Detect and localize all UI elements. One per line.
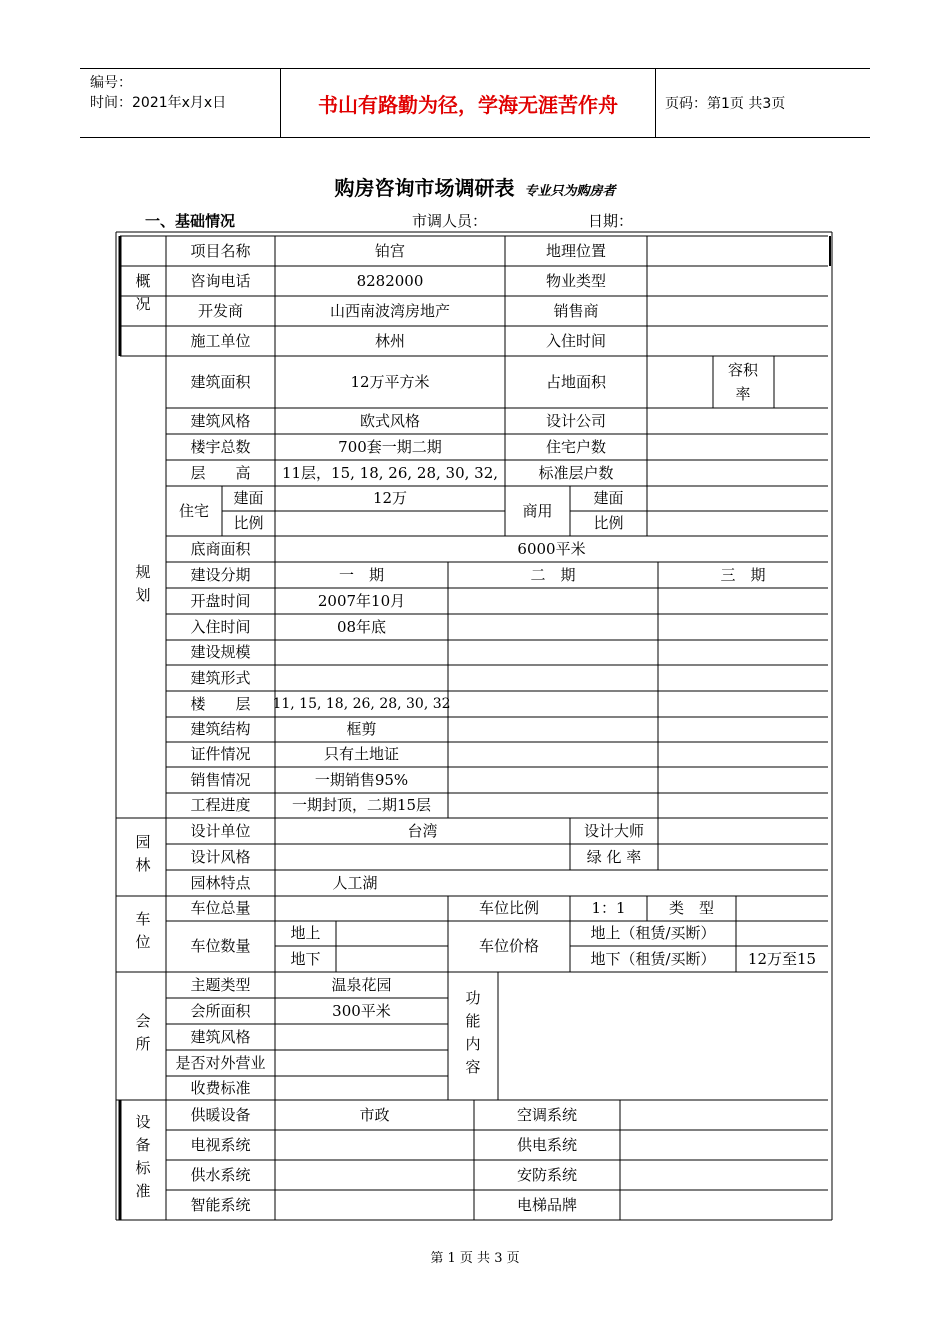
label-sales: 销售情况 xyxy=(190,770,251,789)
value-open: 2007年10月 xyxy=(317,591,406,610)
group-equipment: 设备标准 xyxy=(133,1114,152,1206)
label-move-in: 入住时间 xyxy=(545,331,606,350)
value-parking-ratio: 1：1 xyxy=(591,899,626,917)
value-phase2: 二 期 xyxy=(530,565,576,584)
label-permit: 证件情况 xyxy=(190,745,251,763)
header-motto: 书山有路勤为径，学海无涯苦作舟 xyxy=(280,69,656,137)
label-phone: 咨询电话 xyxy=(190,271,251,290)
label-floors: 层 高 xyxy=(190,463,251,482)
value-total: 700套一期二期 xyxy=(338,437,442,456)
label-green: 绿 化 率 xyxy=(586,847,642,866)
page-footer: 第 1 页 共 3 页 xyxy=(430,1251,520,1266)
label-project-name: 项目名称 xyxy=(190,241,251,260)
label-heating: 供暖设备 xyxy=(190,1105,251,1124)
value-storeys: 11, 15, 18, 26, 28, 30, 32 xyxy=(272,695,451,712)
label-location: 地理位置 xyxy=(545,241,606,260)
label-builder: 施工单位 xyxy=(190,331,251,350)
label-res-area: 建面 xyxy=(233,489,264,507)
label-form: 建筑形式 xyxy=(190,668,251,687)
value-build-area: 12万平方米 xyxy=(350,372,430,391)
value-floors: 11层，15, 18, 26, 28, 30, 32, xyxy=(281,463,499,482)
label-club-open: 是否对外营业 xyxy=(175,1053,266,1072)
label-commercial: 商用 xyxy=(522,501,553,520)
label-households: 住宅户数 xyxy=(545,437,606,456)
label-club-style: 建筑风格 xyxy=(190,1027,251,1046)
title-sub: 专业只为购房者 xyxy=(524,184,616,199)
label-phases: 建设分期 xyxy=(190,565,251,584)
label-elevator: 电梯品牌 xyxy=(516,1195,577,1214)
group-planning: 规划 xyxy=(133,564,152,610)
doc-time-label: 时间：2021年x月x日 xyxy=(90,95,227,111)
label-club-function: 功能内容 xyxy=(463,990,482,1082)
value-phone: 8282000 xyxy=(356,271,424,290)
value-club-theme: 温泉花园 xyxy=(331,975,392,994)
label-progress: 工程进度 xyxy=(190,796,251,814)
label-garden-style: 设计风格 xyxy=(190,847,251,866)
label-res-ratio: 比例 xyxy=(233,514,264,532)
value-phase1: 一 期 xyxy=(338,565,384,584)
value-base-commercial: 6000平米 xyxy=(517,539,586,558)
value-progress: 一期封顶，二期15层 xyxy=(291,796,432,814)
label-club-theme: 主题类型 xyxy=(190,975,251,994)
label-total: 楼宇总数 xyxy=(190,437,251,456)
label-parking-above: 地上 xyxy=(290,924,321,942)
label-com-area: 建面 xyxy=(593,489,624,507)
label-land-area: 占地面积 xyxy=(545,372,606,391)
label-water: 供水系统 xyxy=(190,1165,251,1184)
label-structure: 建筑结构 xyxy=(190,720,251,738)
label-ac: 空调系统 xyxy=(516,1105,577,1124)
value-garden-feature: 人工湖 xyxy=(332,873,378,892)
label-garden-feature: 园林特点 xyxy=(190,873,251,892)
label-club-area: 会所面积 xyxy=(190,1001,251,1020)
group-garden: 园林 xyxy=(133,834,152,880)
label-above-price: 地上（租赁/买断） xyxy=(590,924,716,942)
label-residential: 住宅 xyxy=(178,501,209,520)
date-label: 日期： xyxy=(588,212,634,230)
label-build-area: 建筑面积 xyxy=(190,372,251,391)
label-below-price: 地下（租赁/买断） xyxy=(590,949,716,968)
value-res-area: 12万 xyxy=(372,489,408,507)
label-parking-ratio: 车位比例 xyxy=(478,899,539,917)
label-style: 建筑风格 xyxy=(190,411,251,430)
label-std-floor: 标准层户数 xyxy=(538,463,614,482)
header-page-label: 页码：第1页 共3页 xyxy=(665,96,786,112)
label-parking-count: 车位数量 xyxy=(190,937,251,955)
value-checkin: 08年底 xyxy=(336,617,387,636)
value-heating: 市政 xyxy=(359,1105,390,1124)
group-club: 会所 xyxy=(133,1013,152,1059)
label-open: 开盘时间 xyxy=(190,591,251,610)
title-main: 购房咨询市场调研表 xyxy=(334,176,515,200)
value-project-name: 铂宫 xyxy=(374,241,405,260)
group-overview: 概况 xyxy=(133,273,152,319)
value-design-unit: 台湾 xyxy=(407,821,438,840)
doc-number-label: 编号： xyxy=(90,75,132,91)
label-checkin: 入住时间 xyxy=(190,617,251,636)
label-storeys: 楼 层 xyxy=(190,694,251,713)
value-sales: 一期销售95% xyxy=(314,770,409,789)
value-phase3: 三 期 xyxy=(720,565,766,584)
label-security: 安防系统 xyxy=(516,1165,577,1184)
label-parking-total: 车位总量 xyxy=(190,899,251,917)
value-below-price: 12万至15 xyxy=(747,949,817,968)
label-power: 供电系统 xyxy=(516,1135,577,1154)
label-com-ratio: 比例 xyxy=(593,514,624,532)
label-base-commercial: 底商面积 xyxy=(190,539,251,558)
value-builder: 林州 xyxy=(374,331,405,350)
label-seller: 销售商 xyxy=(553,301,599,320)
group-parking: 车位 xyxy=(133,911,152,957)
label-tv: 电视系统 xyxy=(190,1135,251,1154)
label-property-type: 物业类型 xyxy=(545,271,606,290)
label-parking-below: 地下 xyxy=(290,949,321,968)
label-scale: 建设规模 xyxy=(190,643,251,661)
label-club-fee: 收费标准 xyxy=(190,1078,251,1097)
surveyor-label: 市调人员： xyxy=(412,212,488,230)
value-permit: 只有土地证 xyxy=(323,745,399,763)
label-smart: 智能系统 xyxy=(190,1195,251,1214)
section-heading: 一、基础情况 xyxy=(145,212,236,230)
value-structure: 框剪 xyxy=(346,720,377,738)
label-master: 设计大师 xyxy=(583,821,644,840)
label-plot-ratio: 容积率 xyxy=(727,361,758,403)
label-parking-price: 车位价格 xyxy=(478,937,539,955)
label-design-unit: 设计单位 xyxy=(190,821,251,840)
label-parking-type: 类 型 xyxy=(668,899,714,917)
label-developer: 开发商 xyxy=(197,301,243,320)
value-club-area: 300平米 xyxy=(332,1001,391,1020)
label-design-co: 设计公司 xyxy=(545,411,606,430)
value-style: 欧式风格 xyxy=(359,411,420,430)
value-developer: 山西南波湾房地产 xyxy=(329,301,450,320)
